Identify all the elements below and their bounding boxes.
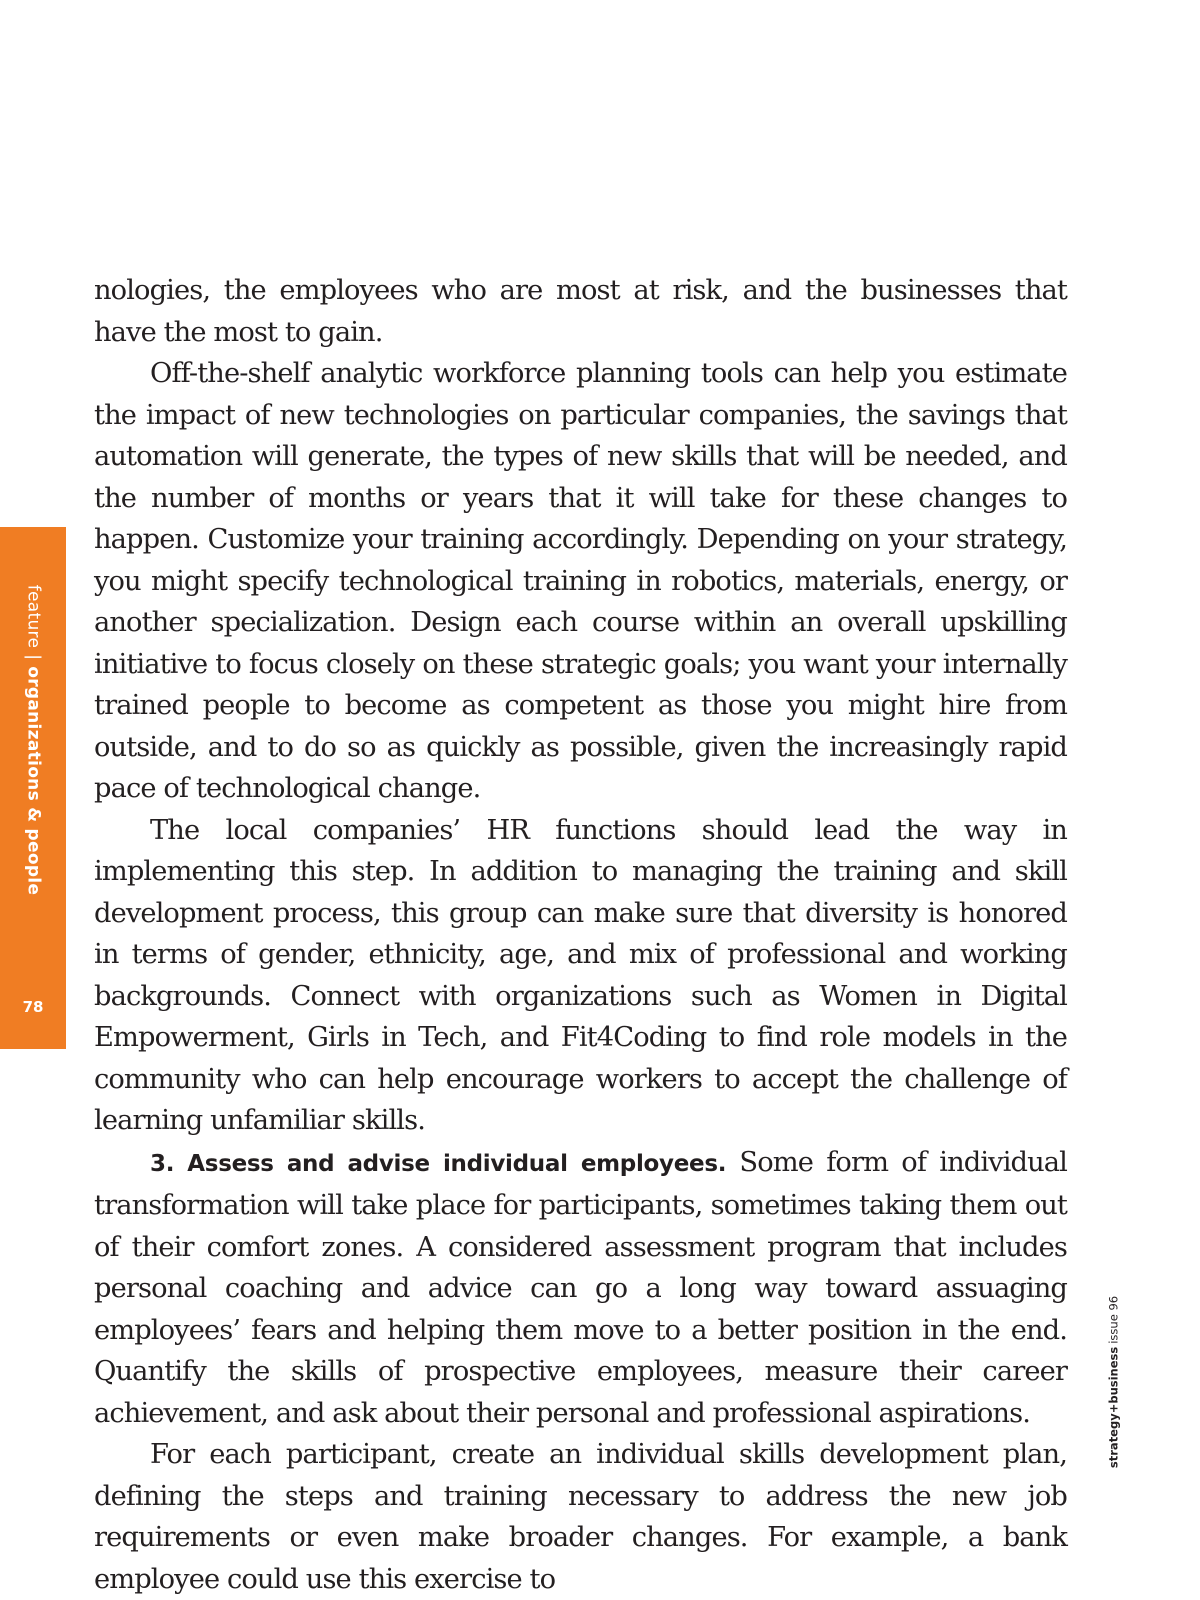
section-category: feature — [23, 584, 44, 649]
step-heading: 3. Assess and advise individual employees. — [150, 1150, 727, 1177]
paragraph-4 — [94, 1142, 1067, 1435]
paragraph-text: Some form of individual transformation will take place for participants, sometimes taking them out of their comfort zones. A considered assessment program that includes personal coaching and advice can go a long way toward assuaging employees’ fears and helping them move to a better position in the end. Quantify the skills of prospective employees, measure their career achievement, and ask about their personal and professional aspirations. — [94, 1146, 1067, 1429]
section-name: organizations & people — [23, 666, 44, 896]
section-label — [25, 585, 42, 896]
paragraph-text: Off-the-shelf analytic workforce planning tools can help you estimate the impact of new technologies on particular companies, the savings that automation will generate, the types of new skills that will be needed, and the number of months or years that it will take for these changes to happen. Customize your training accordingly. Depending on your strategy, you might specify technological training in robotics, materials, energy, or another specialization. Design each course within an overall upskilling initiative to focus closely on these strategic goals; you want your internally trained people to become as competent as those you might hire from outside, and to do so as quickly as possible, given the increasingly rapid pace of technological change. — [94, 358, 1067, 804]
running-footer — [1108, 1296, 1120, 1468]
paragraph-text: For each participant, create an individual skills development plan, defining the steps and training necessary to address the new job requirements or even make broader changes. For example, a bank employee could use this exercise to — [94, 1439, 1067, 1595]
publication-name: strategy+business — [1106, 1346, 1121, 1469]
section-separator: | — [23, 654, 44, 661]
paragraph-3 — [94, 810, 1067, 1142]
issue-number: issue 96 — [1106, 1295, 1121, 1344]
paragraph-5 — [94, 1434, 1067, 1600]
paragraph-text: nologies, the employees who are most at risk, and the businesses that have the most to gain. — [94, 275, 1067, 348]
article-body — [94, 270, 1067, 1600]
paragraph-1 — [94, 270, 1067, 353]
paragraph-2 — [94, 353, 1067, 810]
page-number: 78 — [22, 998, 44, 1016]
paragraph-text: The local companies’ HR functions should lead the way in implementing this step. In addition to managing the training and skill development process, this group can make sure that diversity is honored in terms of gender, ethnicity, age, and mix of professional and working backgrounds. Connect with organizations such as Women in Digital Empowerment, Girls in Tech, and Fit4Coding to find role models in the community who can help encourage workers to accept the challenge of learning unfamiliar skills. — [94, 814, 1067, 1136]
